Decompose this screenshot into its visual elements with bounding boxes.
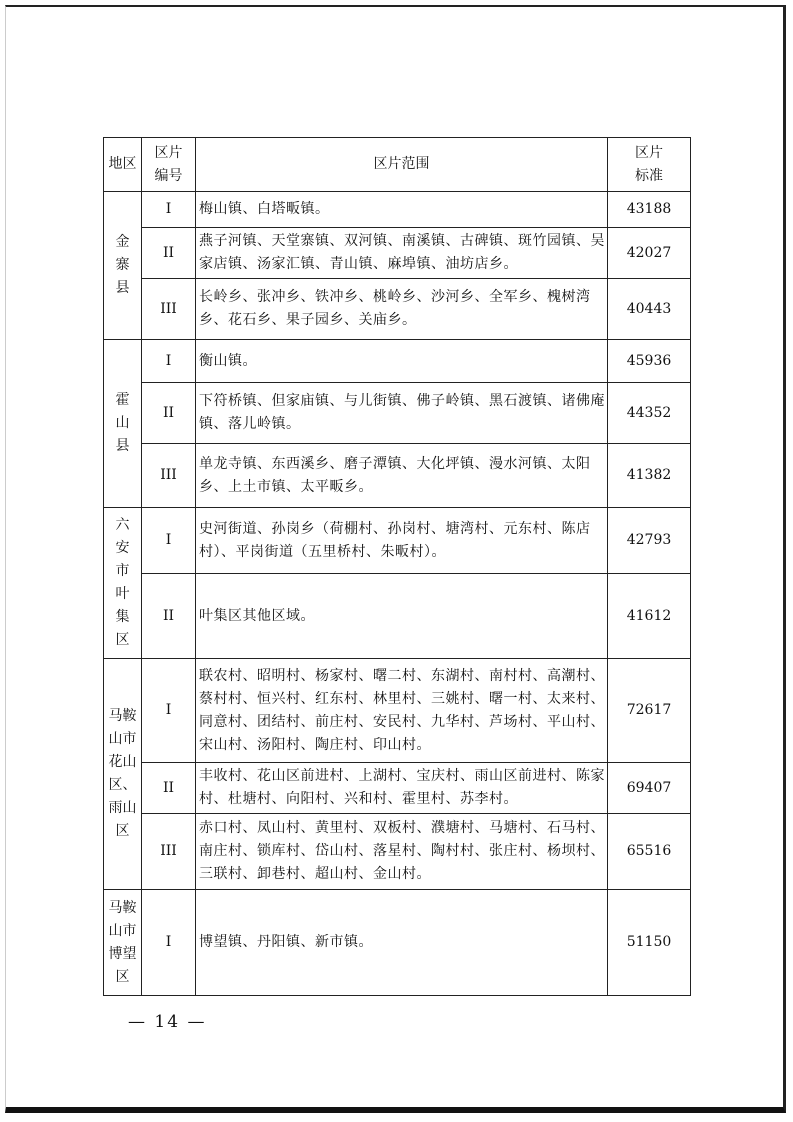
standard-cell: 41382 bbox=[608, 444, 691, 508]
standard-cell: 65516 bbox=[608, 814, 691, 890]
code-cell: I bbox=[142, 340, 196, 383]
region-cell: 六安市叶集区 bbox=[104, 508, 142, 659]
table-row bbox=[104, 192, 691, 228]
table-row bbox=[104, 814, 691, 890]
table-row bbox=[104, 279, 691, 340]
table-header-row bbox=[104, 138, 691, 192]
header-region: 地区 bbox=[104, 138, 142, 192]
table-row bbox=[104, 763, 691, 814]
scope-cell: 梅山镇、白塔畈镇。 bbox=[196, 192, 608, 228]
table-row bbox=[104, 383, 691, 444]
table-row bbox=[104, 890, 691, 996]
scope-cell: 叶集区其他区域。 bbox=[196, 574, 608, 659]
code-cell: II bbox=[142, 763, 196, 814]
scope-cell: 赤口村、凤山村、黄里村、双板村、濮塘村、马塘村、石马村、南庄村、锁库村、岱山村、落星村、陶村村、张庄村、杨坝村、三联村、卸巷村、超山村、金山村。 bbox=[196, 814, 608, 890]
table-row bbox=[104, 228, 691, 279]
code-cell: III bbox=[142, 444, 196, 508]
scope-cell: 史河街道、孙岗乡（荷棚村、孙岗村、塘湾村、元东村、陈店村）、平岗街道（五里桥村、朱畈村）。 bbox=[196, 508, 608, 574]
standard-cell: 41612 bbox=[608, 574, 691, 659]
table-row bbox=[104, 508, 691, 574]
header-standard: 区片标准 bbox=[608, 138, 691, 192]
scope-cell: 长岭乡、张冲乡、铁冲乡、桃岭乡、沙河乡、全军乡、槐树湾乡、花石乡、果子园乡、关庙乡。 bbox=[196, 279, 608, 340]
standard-cell: 45936 bbox=[608, 340, 691, 383]
table-row bbox=[104, 340, 691, 383]
header-code: 区片编号 bbox=[142, 138, 196, 192]
table-row bbox=[104, 659, 691, 763]
code-cell: II bbox=[142, 228, 196, 279]
code-cell: I bbox=[142, 890, 196, 996]
scope-cell: 单龙寺镇、东西溪乡、磨子潭镇、大化坪镇、漫水河镇、太阳乡、上土市镇、太平畈乡。 bbox=[196, 444, 608, 508]
code-cell: II bbox=[142, 383, 196, 444]
scope-cell: 下符桥镇、但家庙镇、与儿街镇、佛子岭镇、黑石渡镇、诸佛庵镇、落儿岭镇。 bbox=[196, 383, 608, 444]
area-standard-table bbox=[103, 137, 691, 996]
standard-cell: 42793 bbox=[608, 508, 691, 574]
table-row bbox=[104, 574, 691, 659]
standard-cell: 40443 bbox=[608, 279, 691, 340]
code-cell: III bbox=[142, 814, 196, 890]
scope-cell: 丰收村、花山区前进村、上湖村、宝庆村、雨山区前进村、陈家村、杜塘村、向阳村、兴和村、霍里村、苏李村。 bbox=[196, 763, 608, 814]
code-cell: I bbox=[142, 659, 196, 763]
standard-cell: 44352 bbox=[608, 383, 691, 444]
region-cell: 马鞍山市花山区、雨山区 bbox=[104, 659, 142, 890]
standard-cell: 51150 bbox=[608, 890, 691, 996]
region-cell: 霍山县 bbox=[104, 340, 142, 508]
scope-cell: 联农村、昭明村、杨家村、曙二村、东湖村、南村村、高潮村、蔡村村、恒兴村、红东村、林里村、三姚村、曙一村、太来村、同意村、团结村、前庄村、安民村、九华村、芦场村、平山村、宋山村、汤阳村、陶庄村、印山村。 bbox=[196, 659, 608, 763]
standard-cell: 43188 bbox=[608, 192, 691, 228]
table-row bbox=[104, 444, 691, 508]
region-cell: 金寨县 bbox=[104, 192, 142, 340]
header-scope: 区片范围 bbox=[196, 138, 608, 192]
scope-cell: 博望镇、丹阳镇、新市镇。 bbox=[196, 890, 608, 996]
code-cell: III bbox=[142, 279, 196, 340]
code-cell: II bbox=[142, 574, 196, 659]
page-number: — 14 — bbox=[128, 1012, 207, 1032]
standard-cell: 42027 bbox=[608, 228, 691, 279]
scope-cell: 衡山镇。 bbox=[196, 340, 608, 383]
standard-cell: 72617 bbox=[608, 659, 691, 763]
code-cell: I bbox=[142, 192, 196, 228]
standard-cell: 69407 bbox=[608, 763, 691, 814]
code-cell: I bbox=[142, 508, 196, 574]
scope-cell: 燕子河镇、天堂寨镇、双河镇、南溪镇、古碑镇、斑竹园镇、吴家店镇、汤家汇镇、青山镇、麻埠镇、油坊店乡。 bbox=[196, 228, 608, 279]
region-cell: 马鞍山市博望区 bbox=[104, 890, 142, 996]
